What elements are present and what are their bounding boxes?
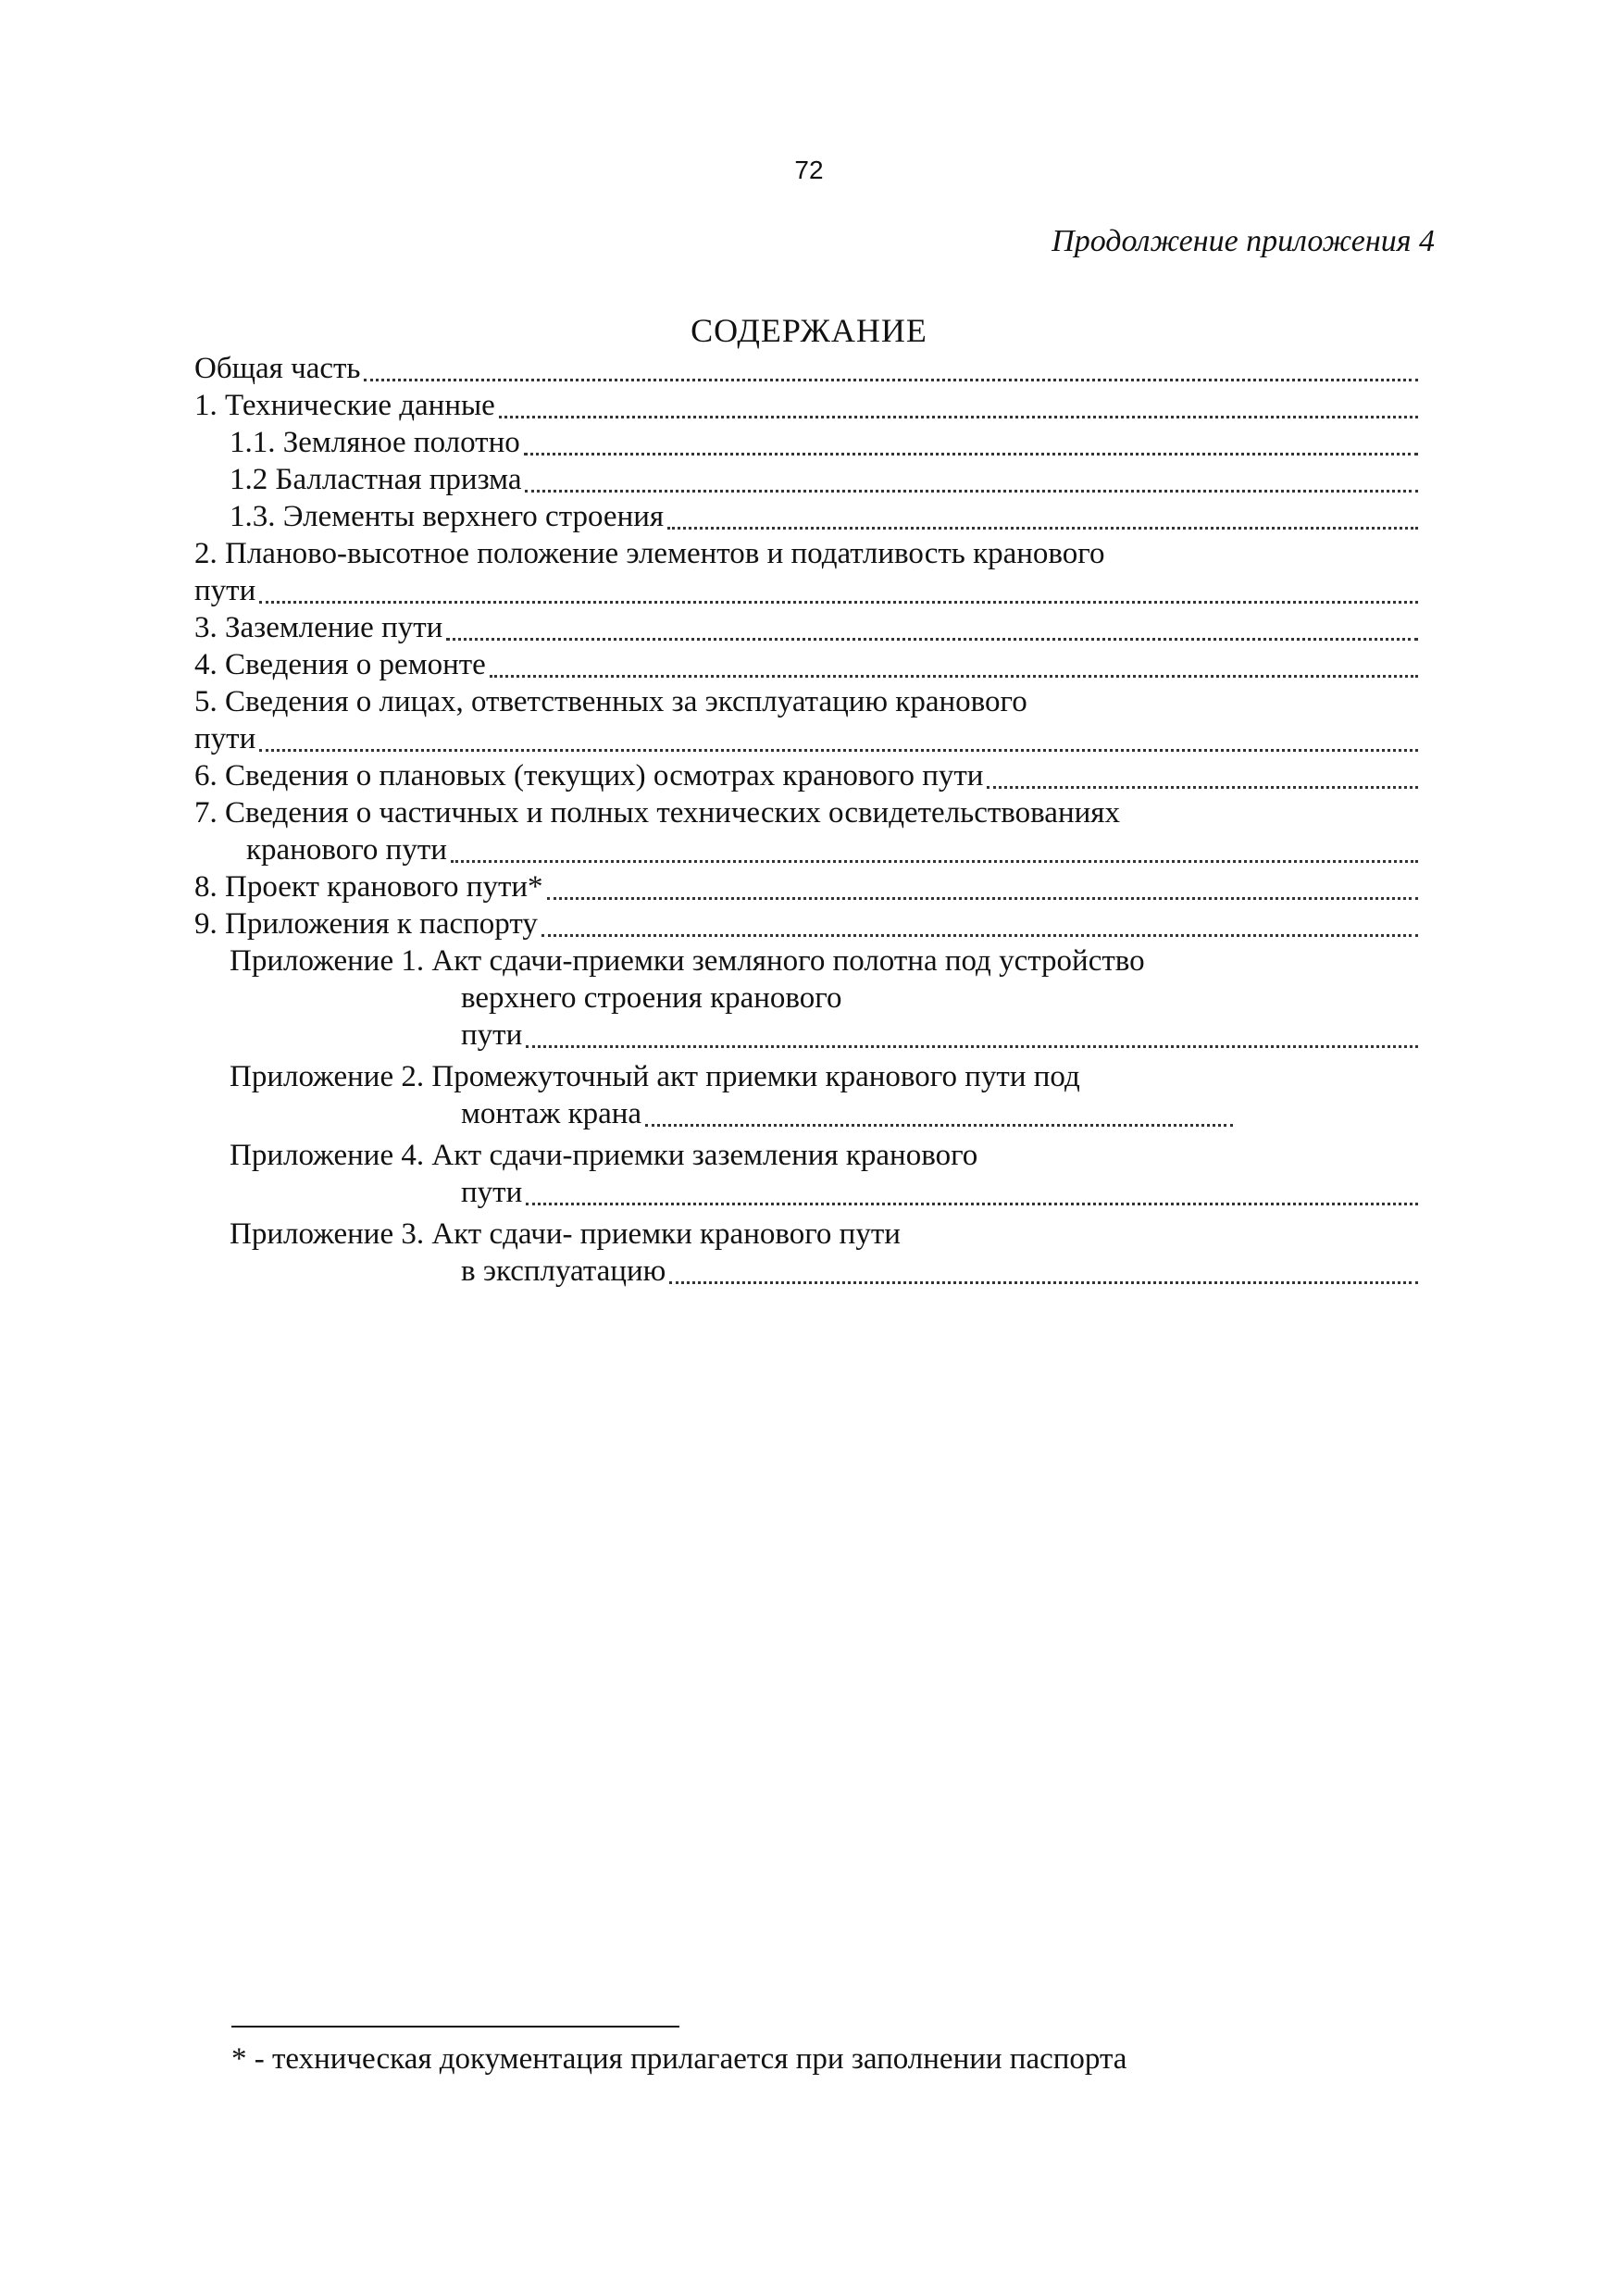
toc-entry xyxy=(230,1217,1418,1254)
toc-entry-text: в эксплуатацию xyxy=(461,1254,666,1288)
toc-entry xyxy=(194,648,1418,685)
toc-entry-text: 4. Сведения о ремонте xyxy=(194,648,486,681)
leader-dots xyxy=(524,453,1418,455)
toc-entry xyxy=(461,1254,1418,1292)
leader-dots xyxy=(987,786,1418,789)
leader-dots xyxy=(490,675,1418,678)
leader-dots xyxy=(259,601,1418,604)
toc-entry-text: пути xyxy=(194,722,256,755)
toc-entry xyxy=(194,907,1418,944)
leader-dots xyxy=(645,1124,1233,1127)
toc-entry-text: монтаж крана xyxy=(461,1097,642,1130)
toc-entry-text: Приложение 1. Акт сдачи-приемки земляного полотна под устройство xyxy=(230,944,1145,978)
toc-entry-text: пути xyxy=(194,574,256,607)
toc-entry xyxy=(194,685,1418,722)
toc-entry xyxy=(230,1139,1418,1176)
toc-entry xyxy=(194,796,1418,833)
leader-dots xyxy=(547,897,1418,900)
toc-entry xyxy=(461,981,1418,1018)
footnote: * - техническая документация прилагается при заполнении паспорта xyxy=(231,2042,1127,2076)
footnote-divider xyxy=(231,2026,679,2028)
toc-entry xyxy=(194,870,1418,907)
leader-dots xyxy=(499,416,1418,418)
toc-entry-text: Приложение 4. Акт сдачи-приемки заземления кранового xyxy=(230,1139,978,1172)
toc-entry xyxy=(246,833,1418,870)
toc-entry-text: 5. Сведения о лицах, ответственных за эксплуатацию кранового xyxy=(194,685,1027,718)
leader-dots xyxy=(259,749,1418,752)
toc-entry xyxy=(194,722,1418,759)
toc-entry-text: 1. Технические данные xyxy=(194,389,495,422)
toc-entry xyxy=(194,389,1418,426)
toc-entry xyxy=(230,426,1418,463)
toc-entry-text: 1.2 Балластная призма xyxy=(230,463,522,496)
leader-dots xyxy=(451,860,1418,863)
toc-entry xyxy=(230,463,1418,500)
leader-dots xyxy=(667,527,1418,530)
toc-entry-text: 9. Приложения к паспорту xyxy=(194,907,538,941)
leader-dots xyxy=(541,934,1418,937)
toc-entry-text: 6. Сведения о плановых (текущих) осмотрах кранового пути xyxy=(194,759,984,792)
toc-entry-text: Приложение 2. Промежуточный акт приемки кранового пути под xyxy=(230,1060,1080,1093)
toc-entry xyxy=(194,574,1418,611)
toc-entry-text: 3. Заземление пути xyxy=(194,611,443,644)
toc-entry-text: Приложение 3. Акт сдачи- приемки кранового пути xyxy=(230,1217,901,1251)
toc-entry xyxy=(230,1060,1418,1097)
toc-entry-text: пути xyxy=(461,1018,523,1052)
toc-entry-text: 8. Проект кранового пути* xyxy=(194,870,543,904)
toc-entry xyxy=(194,611,1418,648)
continuation-label: Продолжение приложения 4 xyxy=(1052,224,1435,258)
toc-entry-text: пути xyxy=(461,1176,523,1209)
toc-entry-text: 2. Планово-высотное положение элементов и податливость кранового xyxy=(194,537,1105,570)
leader-dots xyxy=(669,1281,1418,1284)
toc-title: СОДЕРЖАНИЕ xyxy=(691,312,927,349)
toc-entry xyxy=(461,1018,1418,1055)
toc-entry-text: кранового пути xyxy=(246,833,447,867)
leader-dots xyxy=(364,379,1418,381)
leader-dots xyxy=(526,1203,1418,1205)
toc-entry xyxy=(194,352,1418,389)
leader-dots xyxy=(526,1045,1418,1048)
toc-entry xyxy=(461,1176,1418,1213)
page-number: 72 xyxy=(794,156,824,184)
leader-dots xyxy=(525,490,1418,493)
toc-entry xyxy=(230,500,1418,537)
toc-entry xyxy=(230,944,1418,981)
toc-entry-text: 1.1. Земляное полотно xyxy=(230,426,520,459)
toc-entry-text: Общая часть xyxy=(194,352,361,385)
toc-entry xyxy=(461,1097,1233,1134)
toc-entry xyxy=(194,759,1418,796)
leader-dots xyxy=(446,638,1418,641)
toc-entry-text: 7. Сведения о частичных и полных технических освидетельствованиях xyxy=(194,796,1120,830)
toc-entry xyxy=(194,537,1418,574)
toc-entry-text: верхнего строения кранового xyxy=(461,981,842,1015)
toc-entry-text: 1.3. Элементы верхнего строения xyxy=(230,500,665,533)
